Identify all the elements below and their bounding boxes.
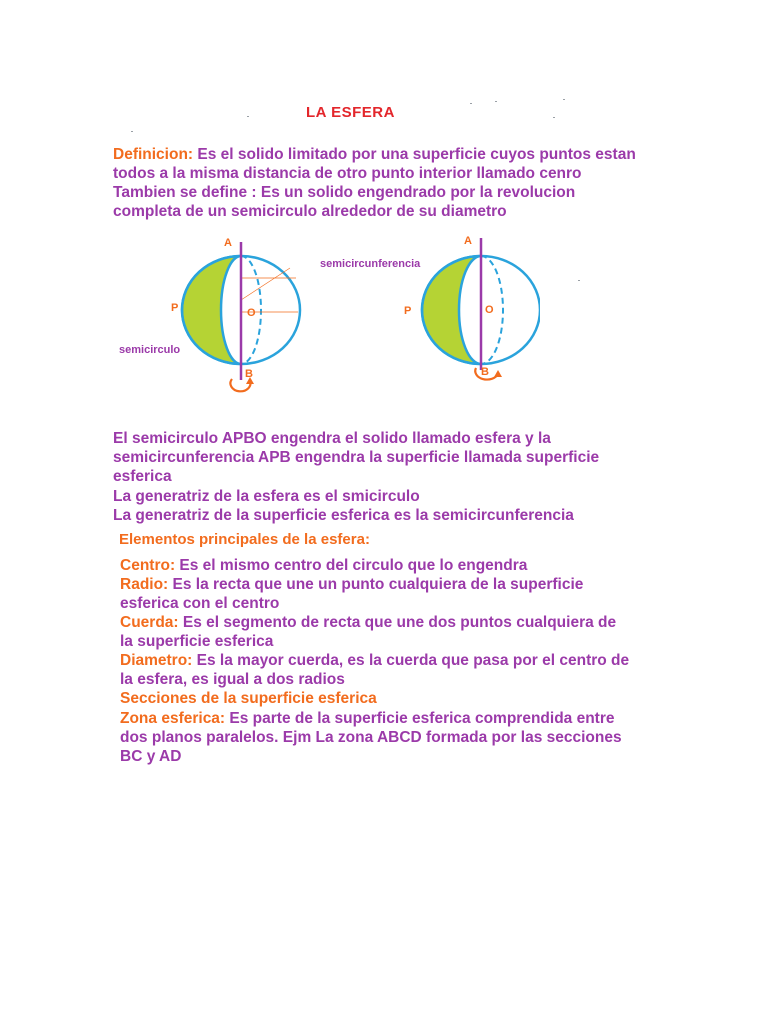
label-a: A bbox=[224, 237, 232, 249]
zona-line-3: BC y AD bbox=[120, 748, 182, 765]
speck bbox=[578, 280, 580, 281]
radius-line bbox=[241, 268, 290, 300]
zona-line bbox=[120, 709, 615, 728]
label-semicirculo: semicirculo bbox=[119, 344, 181, 356]
paragraph-line-3: esferica bbox=[113, 468, 172, 485]
radio-line bbox=[120, 575, 583, 594]
speck bbox=[563, 99, 565, 100]
radio-line-2: esferica con el centro bbox=[120, 595, 280, 612]
label-semicircunferencia: semicircunferencia bbox=[320, 258, 421, 270]
paragraph-line-4: La generatriz de la esfera es el smicirculo bbox=[113, 488, 420, 505]
semicircle-fill bbox=[182, 256, 241, 364]
definition-line-3: Tambien se define : Es un solido engendrado por la revolucion bbox=[113, 184, 576, 201]
sphere-figure-left bbox=[100, 228, 330, 403]
label-p: P bbox=[171, 302, 179, 314]
definition-line-1 bbox=[113, 145, 636, 164]
diametro-line bbox=[120, 651, 629, 670]
definition-line-2: todos a la misma distancia de otro punto interior llamado cenro bbox=[113, 165, 582, 182]
cuerda-term: Cuerda: bbox=[120, 614, 179, 631]
page-title: LA ESFERA bbox=[306, 104, 395, 121]
radio-term: Radio: bbox=[120, 576, 169, 593]
definition-line-4: completa de un semicirculo alrededor de su diametro bbox=[113, 203, 507, 220]
speck bbox=[495, 101, 497, 102]
diametro-term: Diametro: bbox=[120, 652, 193, 669]
sphere-figure-right bbox=[310, 228, 540, 403]
speck bbox=[131, 131, 133, 132]
elements-heading: Elementos principales de la esfera: bbox=[119, 531, 370, 548]
speck bbox=[247, 116, 249, 117]
radio-text: Es la recta que une un punto cualquiera de la superficie bbox=[168, 576, 584, 593]
crescent-fill bbox=[422, 256, 481, 364]
paragraph-line-2: semicircunferencia APB engendra la superficie llamada superficie bbox=[113, 449, 600, 466]
label-a: A bbox=[464, 235, 472, 247]
definition-term: Definicion: bbox=[113, 146, 194, 163]
zona-text: Es parte de la superficie esferica comprendida entre bbox=[225, 710, 615, 727]
paragraph-line-5: La generatriz de la superficie esferica es la semicircunferencia bbox=[113, 507, 574, 524]
diametro-line-2: la esfera, es igual a dos radios bbox=[120, 671, 345, 688]
cuerda-text: Es el segmento de recta que une dos puntos cualquiera de bbox=[178, 614, 617, 631]
secciones-heading: Secciones de la superficie esferica bbox=[120, 690, 377, 707]
speck bbox=[553, 117, 555, 118]
speck bbox=[470, 103, 472, 104]
label-o: O bbox=[247, 307, 256, 319]
centro-term: Centro: bbox=[120, 557, 176, 574]
label-b: B bbox=[245, 368, 253, 380]
centro-text: Es el mismo centro del circulo que lo engendra bbox=[175, 557, 528, 574]
cuerda-line-2: la superficie esferica bbox=[120, 633, 274, 650]
centro-line bbox=[120, 556, 527, 575]
label-o: O bbox=[485, 304, 494, 316]
label-b: B bbox=[481, 366, 489, 378]
zona-term: Zona esferica: bbox=[120, 710, 226, 727]
label-p: P bbox=[404, 305, 412, 317]
definition-text: Es el solido limitado por una superficie cuyos puntos estan bbox=[193, 146, 636, 163]
paragraph-line-1: El semicirculo APBO engendra el solido llamado esfera y la bbox=[113, 430, 551, 447]
cuerda-line bbox=[120, 613, 616, 632]
zona-line-2: dos planos paralelos. Ejm La zona ABCD formada por las secciones bbox=[120, 729, 622, 746]
diametro-text: Es la mayor cuerda, es la cuerda que pasa por el centro de bbox=[192, 652, 630, 669]
rotation-arrow bbox=[230, 379, 250, 391]
